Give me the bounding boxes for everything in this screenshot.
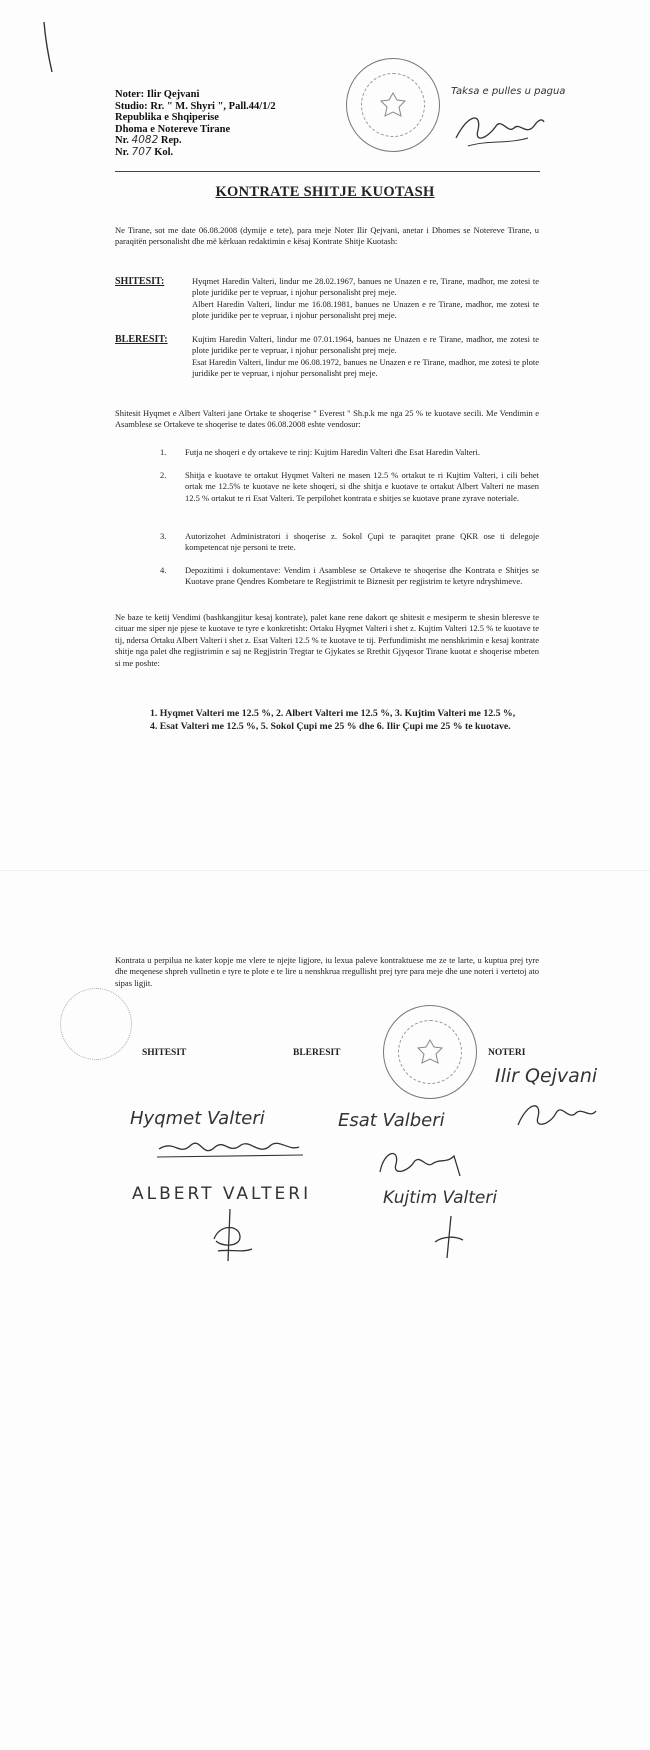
kol-suffix: Kol.: [154, 146, 174, 158]
document-title: KONTRATE SHITJE KUOTASH: [215, 184, 435, 200]
chamber-line: Dhoma e Notereve Tirane: [115, 123, 231, 135]
sellers-label: SHITESIT:: [115, 276, 165, 287]
seller-2-signature: ALBERT VALTERI: [132, 1184, 312, 1204]
item-4-text: Depozitimi i dokumentave: Vendim i Asamblese se Ortakeve te shoqerise dhe Kontrata e Shitjes se Kuotave prane Qendres Kombetare te Regjistrimit te Biznesit per regjistrim te ketyre ndryshimeve.: [185, 565, 539, 587]
decision-intro: Shitesit Hyqmet e Albert Valteri jane Ortake te shoqerise " Everest " Sh.p.k me nga 25 % te kuotave secili. Me Vendimin e Asamblese se Ortakeve te shoqerise te dates 06.08.2008 eshte vendosur:: [115, 408, 539, 430]
intro-paragraph: Ne Tirane, sot me date 06.08.2008 (dymije e tete), para meje Noter Ilir Qejvani, anetar i Dhomes se Notereve Tirane, u paraqitën personalisht dhe më kërkuan redaktimin e kësaj Kontrate Shitje Kuotash:: [115, 225, 539, 247]
notary-initial-signature: [448, 108, 548, 153]
notary-signature: Ilir Qejvani: [495, 1065, 598, 1087]
shares-line-2: 4. Esat Valteri me 12.5 %, 5. Sokol Çupi me 25 % dhe 6. Ilir Çupi me 25 % te kuotave.: [150, 721, 511, 732]
faint-stamp-left: [60, 988, 132, 1060]
header-divider: [115, 171, 540, 172]
kol-number: 707: [131, 145, 152, 158]
buyer-2-scribble: [425, 1212, 475, 1262]
kol-label: Nr.: [115, 146, 129, 158]
item-4-number: 4.: [160, 565, 167, 575]
basis-paragraph: Ne baze te ketij Vendimi (bashkangjitur kesaj kontrate), palet kane rene dakort qe shitesit e mesiperm te shesin bleresve te cituar me siper nje pjese te kuotave te tyre e konkretisht: Ortaku Hyqmet Valteri i shet z. Kujtim Valteri 12.5 % te kuotave te tij, ndersa Ortaku Albert Valteri i shet z. Esat Valteri 12.5 % te kuotave te tij. Perfundimisht me nenshkrimin e kesaj kontrate shitje nga palet dhe regjistrimin e saj ne Regjistrin Tregtar te Gjykates se Rrethit Gjyqesor Tirane kuotat e shoqerise mbeten si me poshte:: [115, 612, 539, 668]
sellers-signature-label: SHITESIT: [142, 1048, 187, 1058]
buyers-label: BLERESIT:: [115, 334, 168, 345]
tax-paid-note: Taksa e pulles u pagua: [451, 86, 566, 97]
seller-1-details: Hyqmet Haredin Valteri, lindur me 28.02.1967, banues ne Unazen e re, Tirane, madhor, me zotesi te plote juridike per te vepruar, i njohur personalisht prej meje.: [192, 276, 539, 298]
rep-number: 4082: [131, 134, 159, 147]
item-1-number: 1.: [160, 447, 167, 457]
item-2-text: Shitja e kuotave te ortakut Hyqmet Valteri ne masen 12.5 % ortakut te ri Kujtim Valteri, i cili behet ortak me 12.5% te kuotave ne kete shoqeri, si dhe shitja e kuotave te ortakut Albert Valteri ne masen 12.5 % ortakut te ri Esat Valteri. Te perpilohet kontrata e shitjes se kuotave prane zyrave noteriale.: [185, 470, 539, 503]
buyer-2-details: Esat Haredin Valteri, lindur me 06.08.1972, banues ne Unazen e re Tirane, madhor, me zotesi te plote juridike per te vepruar, i njohur personalisht prej meje.: [192, 357, 539, 379]
country-line: Republika e Shqiperise: [115, 112, 219, 124]
notary-signature-label: NOTERI: [488, 1048, 526, 1058]
shares-line-1: 1. Hyqmet Valteri me 12.5 %, 2. Albert Valteri me 12.5 %, 3. Kujtim Valteri me 12.5 %,: [150, 708, 516, 719]
buyer-1-scribble: [370, 1142, 470, 1182]
margin-pen-mark: [40, 18, 60, 78]
noter-label: Noter:: [115, 89, 145, 100]
buyer-1-signature: Esat Valberi: [338, 1110, 445, 1131]
seller-1-signature: Hyqmet Valteri: [130, 1108, 265, 1129]
notary-scribble: [510, 1095, 600, 1140]
buyer-1-details: Kujtim Haredin Valteri, lindur me 07.01.1964, banues ne Unazen e re Tirane, madhor, me zotesi te plote juridike per te vepruar, i njohur personalisht prej meje.: [192, 334, 539, 356]
seller-2-details: Albert Haredin Valteri, lindur me 16.08.1981, banues ne Unazen e re Tirane, madhor, me zotesi te plote juridike per te vepruar, i njohur personalisht prej meje.: [192, 299, 539, 321]
rep-suffix: Rep.: [160, 135, 182, 147]
studio-label: Studio:: [115, 100, 148, 112]
buyers-signature-label: BLERESIT: [293, 1048, 341, 1058]
notary-seal-stamp: [346, 58, 440, 152]
rep-label: Nr.: [115, 135, 129, 147]
seller-2-scribble: [200, 1205, 260, 1265]
item-1-text: Futja ne shoqeri e dy ortakeve te rinj: Kujtim Haredin Valteri dhe Esat Haredin Valteri.: [185, 447, 480, 457]
closing-paragraph: Kontrata u perpilua ne kater kopje me vlere te njejte ligjore, iu lexua paleve kontraktuese me ze te larte, u kuptua prej tyre dhe meqenese shpreh vullnetin e tyre te plote e te lire u nenshkrua rregullisht prej tyre para meje dhe une noteri i vertetoj ato sipas ligjit.: [115, 955, 539, 988]
noter-name: Ilir Qejvani: [146, 89, 200, 100]
item-3-text: Autorizohet Administratori i shoqerise z. Sokol Çupi te paraqitet prane QKR ose ti delegoje kompetencat nje personi te trete.: [185, 531, 539, 553]
buyer-2-signature: Kujtim Valteri: [383, 1188, 498, 1208]
notary-header: [115, 89, 276, 159]
page-break: [0, 870, 650, 871]
item-3-number: 3.: [160, 531, 167, 541]
notary-seal-stamp-bottom: [383, 1005, 477, 1099]
studio-address: Rr. " M. Shyri ", Pall.44/1/2: [150, 100, 276, 112]
item-2-number: 2.: [160, 470, 167, 480]
seller-1-scribble: [155, 1135, 305, 1163]
